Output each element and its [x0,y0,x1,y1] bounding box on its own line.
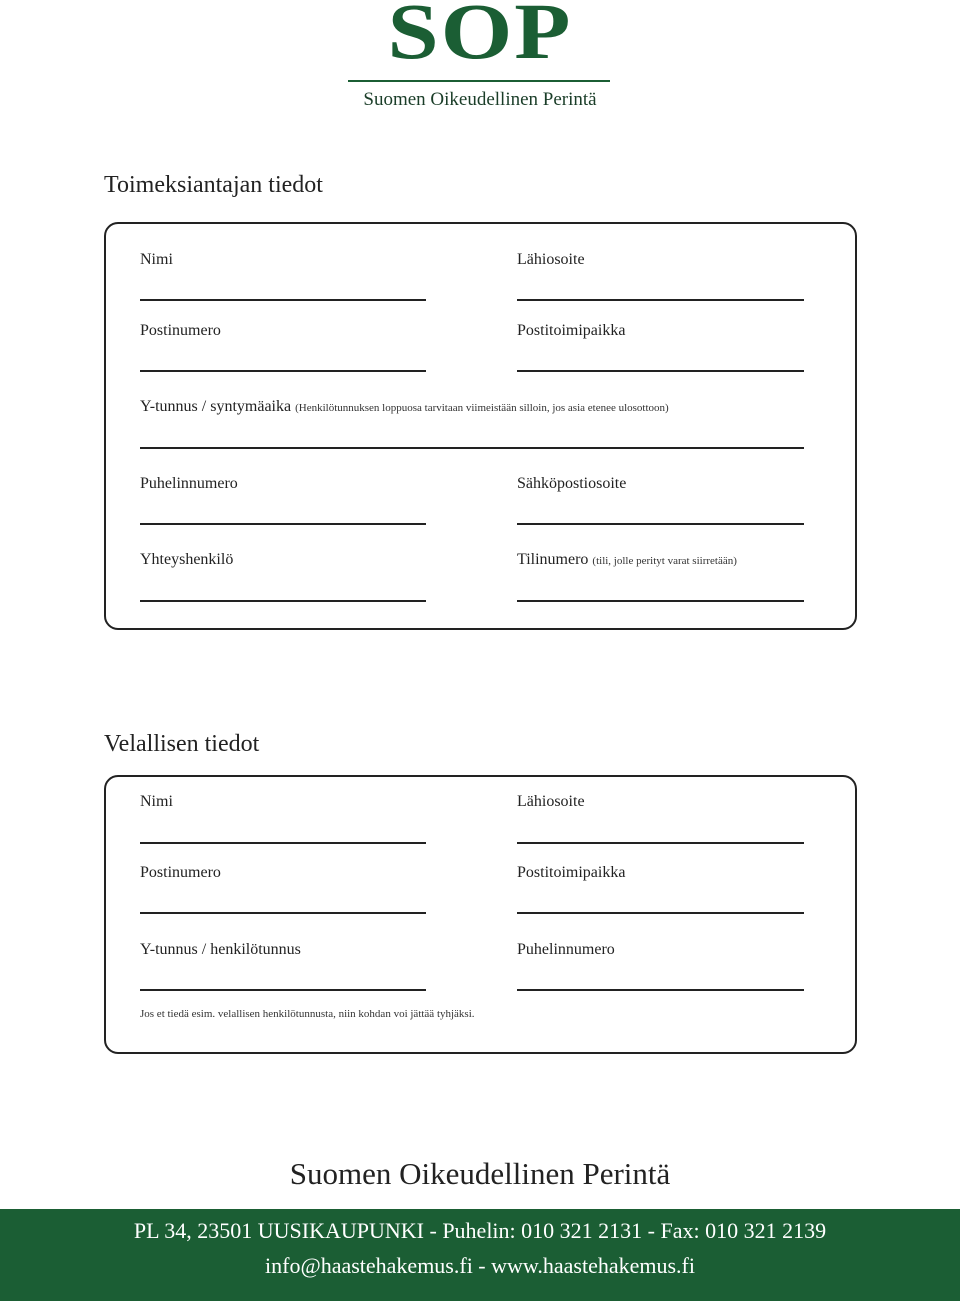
debtor-city-field[interactable] [517,912,804,914]
client-postal-code-field[interactable] [140,370,426,372]
logo-subtitle: Suomen Oikeudellinen Perintä [363,89,597,110]
debtor-section-title: Velallisen tiedot [104,731,260,757]
client-email-field[interactable] [517,523,804,525]
client-name-field[interactable] [140,299,426,301]
debtor-note: Jos et tiedä esim. velallisen henkilötunnusta, niin kohdan voi jättää tyhjäksi. [140,1008,475,1020]
client-account-note: (tili, jolle perityt varat siirretään) [592,555,737,567]
client-contact-field[interactable] [140,600,426,602]
client-section-title: Toimeksiantajan tiedot [104,172,323,198]
client-email-label: Sähköpostiosoite [517,475,627,492]
debtor-name-field[interactable] [140,842,426,844]
client-business-id-note: (Henkilötunnuksen loppuosa tarvitaan viimeistään silloin, jos asia etenee ulosottoon) [295,402,669,414]
client-business-id-field[interactable] [140,447,804,449]
footer-web-line[interactable]: info@haastehakemus.fi - www.haastehakemus.fi [265,1253,695,1278]
client-postal-code-label: Postinumero [140,322,221,339]
debtor-business-id-label: Y-tunnus / henkilötunnus [140,941,301,958]
client-street-label: Lähiosoite [517,251,585,268]
debtor-postal-code-field[interactable] [140,912,426,914]
debtor-business-id-field[interactable] [140,989,426,991]
debtor-street-field[interactable] [517,842,804,844]
debtor-city-label: Postitoimipaikka [517,864,626,881]
client-phone-label: Puhelinnumero [140,475,238,492]
client-business-id-label-text: Y-tunnus / syntymäaika [140,398,292,415]
client-street-field[interactable] [517,299,804,301]
client-city-label: Postitoimipaikka [517,322,626,339]
logo-divider [348,80,610,82]
client-business-id-label [140,398,669,416]
client-account-label-text: Tilinumero [517,551,589,568]
debtor-postal-code-label: Postinumero [140,864,221,881]
client-phone-field[interactable] [140,523,426,525]
debtor-phone-label: Puhelinnumero [517,941,615,958]
client-city-field[interactable] [517,370,804,372]
debtor-name-label: Nimi [140,793,173,810]
debtor-street-label: Lähiosoite [517,793,585,810]
client-account-label [517,551,737,569]
logo-mark: SOP [387,0,573,76]
debtor-phone-field[interactable] [517,989,804,991]
footer-address-line: PL 34, 23501 UUSIKAUPUNKI - Puhelin: 010 321 2131 - Fax: 010 321 2139 [133,1218,827,1243]
client-contact-label: Yhteyshenkilö [140,551,234,568]
footer-company-name: Suomen Oikeudellinen Perintä [289,1156,671,1191]
client-account-field[interactable] [517,600,804,602]
client-name-label: Nimi [140,251,173,268]
